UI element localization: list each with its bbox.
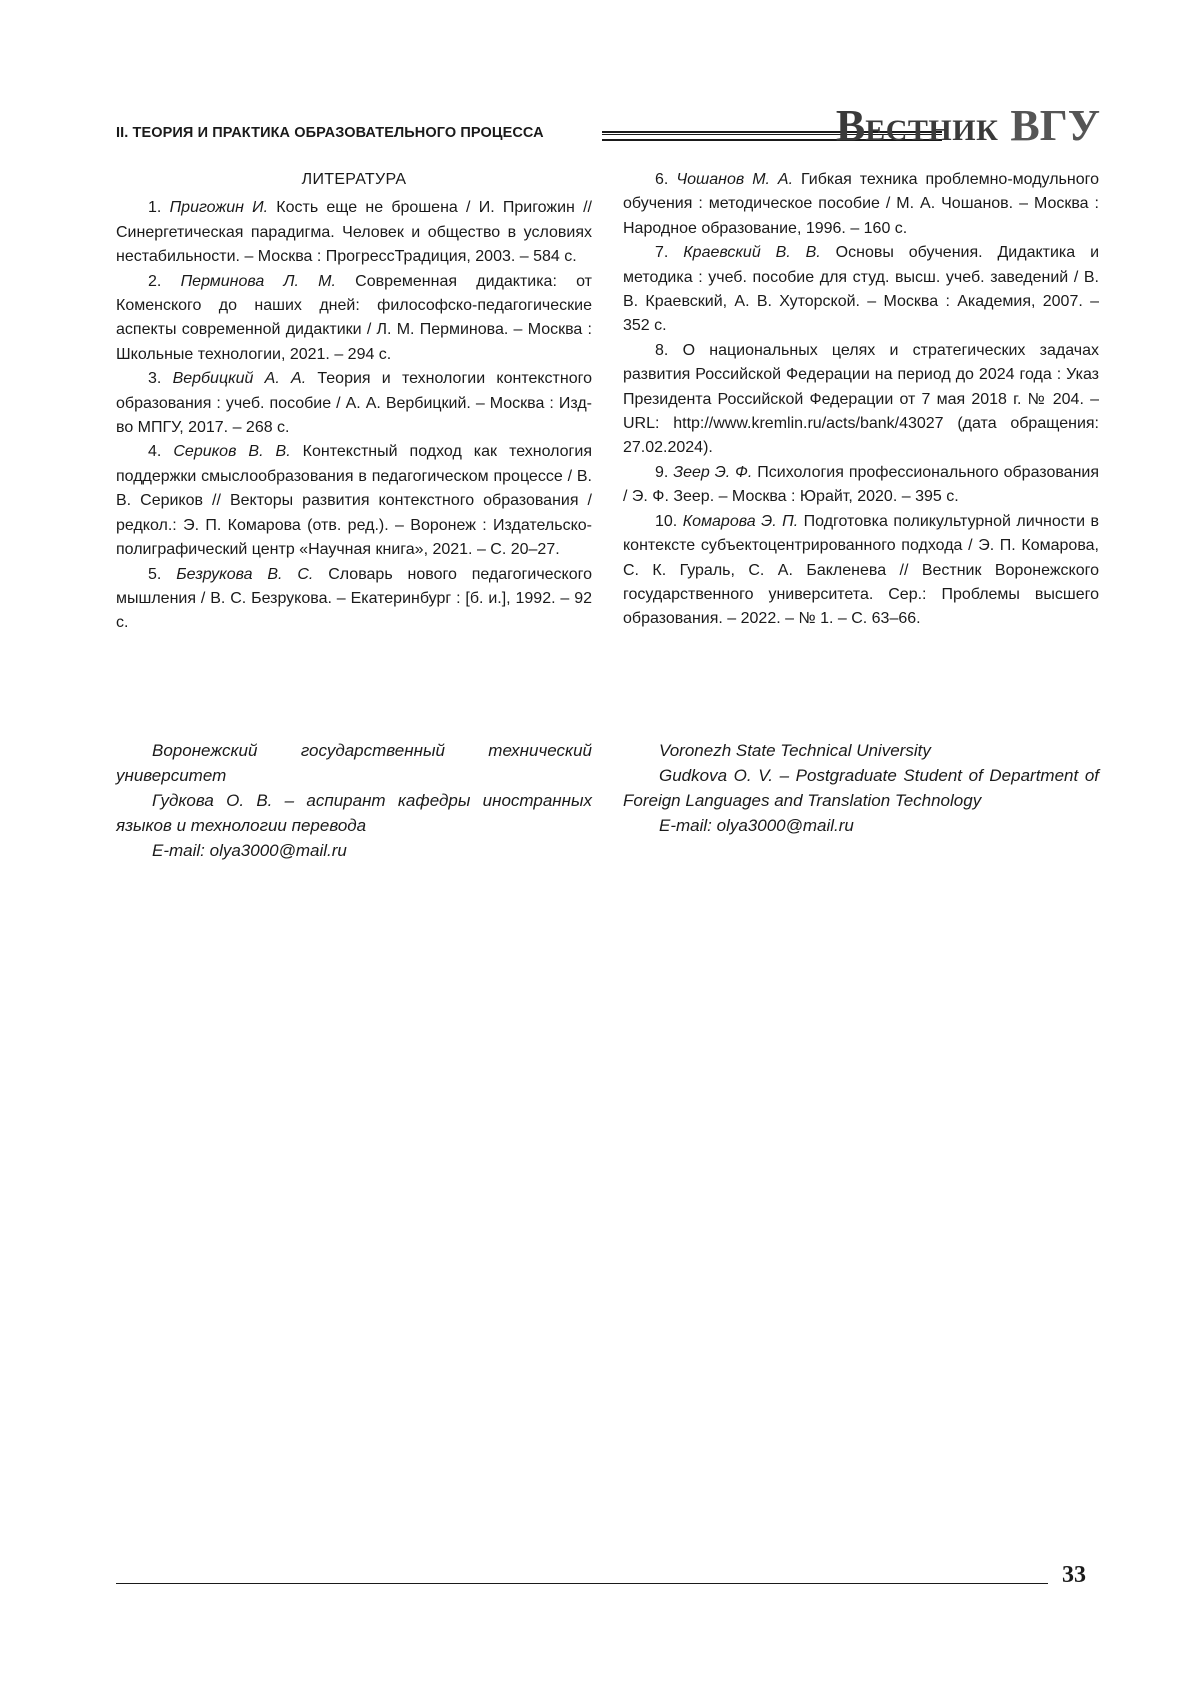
reference-text: Подготовка поликультурной личности в контексте субъектоцентрированного подхода / Э. П. Комарова, С. К. Гураль, С. А. Бакленева // Вестник Воронежского государственного университета. Сер.: Проблемы высшего образования. – 2022. – № 1. – С. 63–66. [623,513,1099,628]
reference-text: Словарь нового педагогического мышления / В. С. Безрукова. – Екатеринбург : [б. и.], 1992. – 92 с. [116,566,592,632]
section-title: II. ТЕОРИЯ И ПРАКТИКА ОБРАЗОВАТЕЛЬНОГО ПРОЦЕССА [116,125,544,141]
reference-text: Психология профессионального образования / Э. Ф. Зеер. – Москва : Юрайт, 2020. – 395 с. [623,464,1099,505]
affiliation-author: Gudkova O. V. – Postgraduate Student of Department of Foreign Languages and Translation Technology [623,763,1099,813]
reference-item: 6. Чошанов М. А. Гибкая техника проблемно-модульного обучения : методическое пособие / М. А. Чошанов. – Москва : Народное образование, 1996. – 160 с. [623,168,1099,241]
reference-item: 3. Вербицкий А. А. Теория и технологии контекстного образования : учеб. пособие / А. А. Вербицкий. – Москва : Изд-во МПГУ, 2017. – 268 с. [116,367,592,440]
reference-item: 4. Сериков В. В. Контекстный подход как технология поддержки смыслообразования в педагогическом процессе / В. В. Сериков // Векторы развития контекстного образования / редкол.: Э. П. Комарова (отв. ред.). – Воронеж : Издательско-полиграфический центр «Научная книга», 2021. – С. 20–27. [116,440,592,562]
logo-initial: В [836,101,865,150]
affiliation-university: Воронежский государственный технический университет [116,738,592,788]
reference-text: Современная дидактика: от Коменского до наших дней: философско-педагогические аспекты современной дидактики / Л. М. Перминова. – Москва : Школьные технологии, 2021. – 294 с. [116,273,592,363]
reference-author: Краевский В. В. [683,244,821,261]
references-title: ЛИТЕРАТУРА [116,168,592,192]
reference-author: Пригожин И. [170,199,268,216]
reference-author: Чошанов М. А. [676,171,793,188]
logo-rest: ЕСТНИК [865,114,998,147]
journal-logo [836,104,1100,158]
reference-item: 1. Пригожин И. Кость еще не брошена / И. Пригожин // Синергетическая парадигма. Человек и общество в условиях нестабильности. – Москва : ПрогрессТрадиция, 2003. – 584 с. [116,196,592,269]
reference-author: Перминова Л. М. [181,273,336,290]
logo-vgu: ВГУ [1010,101,1100,150]
affiliation-university: Voronezh State Technical University [623,738,1099,763]
reference-item: 10. Комарова Э. П. Подготовка поликультурной личности в контексте субъектоцентрированного подхода / Э. П. Комарова, С. К. Гураль, С. А. Бакленева // Вестник Воронежского государственного университета. Сер.: Проблемы высшего образования. – 2022. – № 1. – С. 63–66. [623,510,1099,632]
reference-author: Комарова Э. П. [683,513,798,530]
affiliation-russian [116,738,592,863]
reference-text: Кость еще не брошена / И. Пригожин // Синергетическая парадигма. Человек и общество в условиях нестабильности. – Москва : ПрогрессТрадиция, 2003. – 584 с. [116,199,592,265]
references-left-column [116,168,592,636]
reference-item: 8. О национальных целях и стратегических задачах развития Российской Федерации на период до 2024 года : Указ Президента Российской Федерации от 7 мая 2018 г. № 204. – URL: http://www.kremlin.ru/acts/bank/43027 (дата обращения: 27.02.2024). [623,339,1099,461]
affiliation-email: E-mail: olya3000@mail.ru [116,838,592,863]
reference-author: Безрукова В. С. [176,566,313,583]
affiliation-author: Гудкова О. В. – аспирант кафедры иностранных языков и технологии перевода [116,788,592,838]
reference-text: Контекстный подход как технология поддержки смыслообразования в педагогическом процессе / В. В. Сериков // Векторы развития контекстного образования / редкол.: Э. П. Комарова (отв. ред.). – Воронеж : Издательско-полиграфический центр «Научная книга», 2021. – С. 20–27. [116,443,592,558]
footer-rule [116,1583,1048,1584]
reference-text: О национальных целях и стратегических задачах развития Российской Федерации на период до 2024 года : Указ Президента Российской Федерации от 7 мая 2018 г. № 204. – URL: http://www.kremlin.ru/acts/bank/43027 (дата обращения: 27.02.2024). [623,342,1099,457]
references-right-column [623,168,1099,632]
reference-text: Теория и технологии контекстного образования : учеб. пособие / А. А. Вербицкий. – Москва : Изд-во МПГУ, 2017. – 268 с. [116,370,592,436]
page-header [116,104,1100,150]
reference-item: 2. Перминова Л. М. Современная дидактика: от Коменского до наших дней: философско-педагогические аспекты современной дидактики / Л. М. Перминова. – Москва : Школьные технологии, 2021. – 294 с. [116,270,592,368]
reference-item: 5. Безрукова В. С. Словарь нового педагогического мышления / В. С. Безрукова. – Екатеринбург : [б. и.], 1992. – 92 с. [116,563,592,636]
affiliation-email: E-mail: olya3000@mail.ru [623,813,1099,838]
reference-author: Зеер Э. Ф. [673,464,752,481]
reference-text: Основы обучения. Дидактика и методика : учеб. пособие для студ. высш. учеб. заведений / В. В. Краевский, А. В. Хуторской. – Москва : Академия, 2007. – 352 с. [623,244,1099,334]
reference-text: Гибкая техника проблемно-модульного обучения : методическое пособие / М. А. Чошанов. – Москва : Народное образование, 1996. – 160 с. [623,171,1099,237]
reference-item: 7. Краевский В. В. Основы обучения. Дидактика и методика : учеб. пособие для студ. высш. учеб. заведений / В. В. Краевский, А. В. Хуторской. – Москва : Академия, 2007. – 352 с. [623,241,1099,339]
reference-author: Вербицкий А. А. [173,370,307,387]
reference-author: Сериков В. В. [173,443,290,460]
affiliation-english [623,738,1099,838]
page-number: 33 [1062,1562,1086,1589]
reference-item: 9. Зеер Э. Ф. Психология профессионального образования / Э. Ф. Зеер. – Москва : Юрайт, 2020. – 395 с. [623,461,1099,510]
